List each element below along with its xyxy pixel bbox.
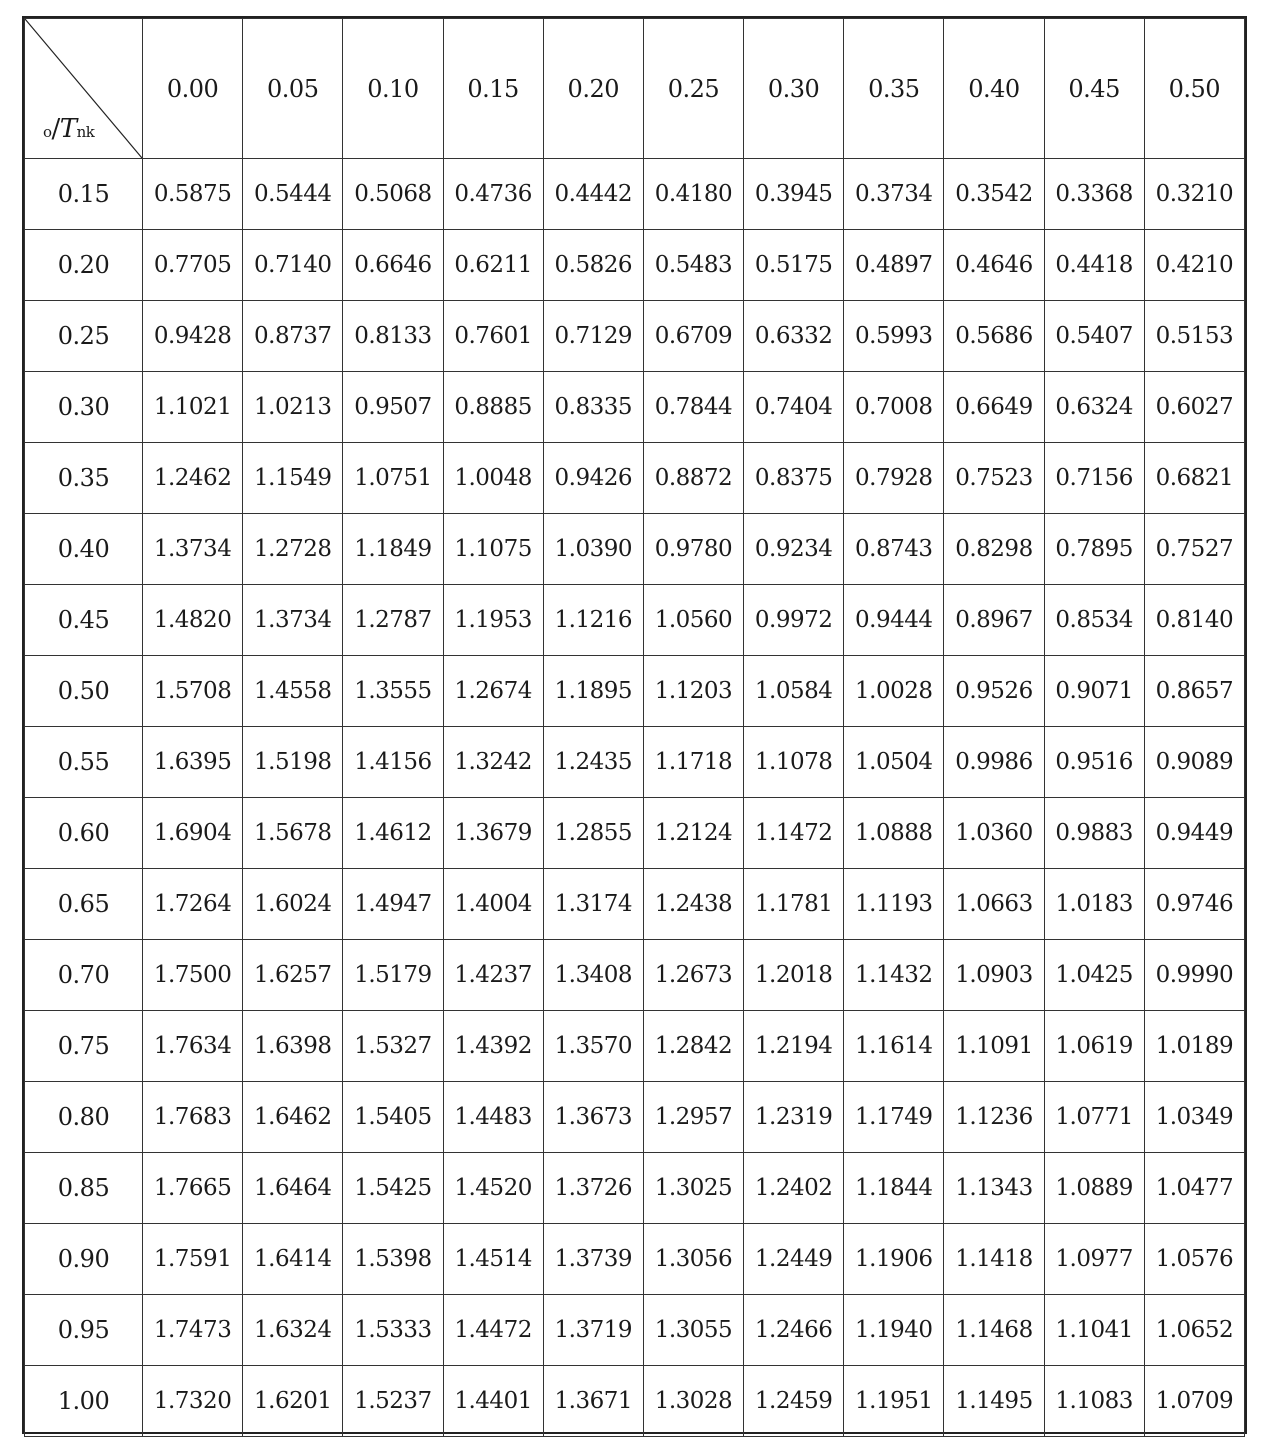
table-cell: 1.2438	[643, 869, 743, 940]
table-cell: 1.2466	[744, 1295, 844, 1366]
row-header: 0.70	[25, 940, 143, 1011]
table-row	[25, 514, 1245, 585]
table-cell: 1.2855	[543, 798, 643, 869]
column-header: 0.50	[1144, 19, 1244, 159]
table-row	[25, 585, 1245, 656]
table-cell: 1.2018	[744, 940, 844, 1011]
table-cell: 1.1075	[443, 514, 543, 585]
table-row	[25, 1295, 1245, 1366]
table-cell: 1.0048	[443, 443, 543, 514]
table-cell: 1.2674	[443, 656, 543, 727]
table-cell: 1.1083	[1044, 1366, 1144, 1437]
row-header: 0.80	[25, 1082, 143, 1153]
table-cell: 1.1495	[944, 1366, 1044, 1437]
table-cell: 1.1749	[844, 1082, 944, 1153]
table-cell: 1.0189	[1144, 1011, 1244, 1082]
table-row	[25, 656, 1245, 727]
table-cell: 1.0213	[243, 372, 343, 443]
table-cell: 1.5198	[243, 727, 343, 798]
table-cell: 1.1021	[143, 372, 243, 443]
table-cell: 1.5678	[243, 798, 343, 869]
table-cell: 1.0652	[1144, 1295, 1244, 1366]
table-cell: 1.5398	[343, 1224, 443, 1295]
table-cell: 0.7895	[1044, 514, 1144, 585]
table-cell: 1.6024	[243, 869, 343, 940]
table-row	[25, 727, 1245, 798]
row-header: 0.65	[25, 869, 143, 940]
table-cell: 0.6027	[1144, 372, 1244, 443]
table-row	[25, 443, 1245, 514]
table-cell: 0.6646	[343, 230, 443, 301]
table-cell: 0.7008	[844, 372, 944, 443]
table-cell: 1.1906	[844, 1224, 944, 1295]
table-cell: 0.6709	[643, 301, 743, 372]
table-cell: 1.3570	[543, 1011, 643, 1082]
table-cell: 1.0709	[1144, 1366, 1244, 1437]
table-cell: 1.7473	[143, 1295, 243, 1366]
table-cell: 1.0903	[944, 940, 1044, 1011]
table-cell: 1.5405	[343, 1082, 443, 1153]
table-cell: 1.6462	[243, 1082, 343, 1153]
table-cell: 0.8133	[343, 301, 443, 372]
table-cell: 1.1343	[944, 1153, 1044, 1224]
table-cell: 1.0888	[844, 798, 944, 869]
coefficient-table	[24, 18, 1245, 1437]
table-cell: 1.3673	[543, 1082, 643, 1153]
row-header: 0.60	[25, 798, 143, 869]
table-cell: 0.4418	[1044, 230, 1144, 301]
table-cell: 0.7129	[543, 301, 643, 372]
table-cell: 0.6649	[944, 372, 1044, 443]
table-cell: 1.2449	[744, 1224, 844, 1295]
table-cell: 0.5407	[1044, 301, 1144, 372]
table-row	[25, 230, 1245, 301]
column-header: 0.25	[643, 19, 743, 159]
table-cell: 0.6211	[443, 230, 543, 301]
table-cell: 0.5826	[543, 230, 643, 301]
table-cell: 1.6904	[143, 798, 243, 869]
table-cell: 1.3679	[443, 798, 543, 869]
table-cell: 1.1468	[944, 1295, 1044, 1366]
row-header: 1.00	[25, 1366, 143, 1437]
table-cell: 0.8335	[543, 372, 643, 443]
table-cell: 1.2194	[744, 1011, 844, 1082]
table-cell: 1.6324	[243, 1295, 343, 1366]
table-cell: 1.2462	[143, 443, 243, 514]
table-cell: 1.5179	[343, 940, 443, 1011]
row-header: 0.85	[25, 1153, 143, 1224]
table-cell: 0.5444	[243, 159, 343, 230]
table-cell: 1.0028	[844, 656, 944, 727]
table-cell: 1.2728	[243, 514, 343, 585]
table-cell: 0.3542	[944, 159, 1044, 230]
table-cell: 0.3734	[844, 159, 944, 230]
table-cell: 0.5483	[643, 230, 743, 301]
row-header: 0.90	[25, 1224, 143, 1295]
column-header: 0.10	[343, 19, 443, 159]
row-header: 0.30	[25, 372, 143, 443]
table-cell: 0.8534	[1044, 585, 1144, 656]
column-header: 0.00	[143, 19, 243, 159]
column-header: 0.45	[1044, 19, 1144, 159]
corner-variable: T	[59, 114, 77, 144]
table-cell: 1.1236	[944, 1082, 1044, 1153]
table-cell: 1.2402	[744, 1153, 844, 1224]
table-cell: 1.7320	[143, 1366, 243, 1437]
table-cell: 1.3055	[643, 1295, 743, 1366]
table-cell: 0.5068	[343, 159, 443, 230]
table-cell: 0.9426	[543, 443, 643, 514]
row-header: 0.35	[25, 443, 143, 514]
table-cell: 1.6257	[243, 940, 343, 1011]
table-cell: 0.8375	[744, 443, 844, 514]
table-cell: 0.9089	[1144, 727, 1244, 798]
table-cell: 1.1041	[1044, 1295, 1144, 1366]
table-cell: 0.7523	[944, 443, 1044, 514]
row-header: 0.25	[25, 301, 143, 372]
table-cell: 1.1953	[443, 585, 543, 656]
table-cell: 1.3056	[643, 1224, 743, 1295]
table-cell: 1.1193	[844, 869, 944, 940]
table-cell: 1.0477	[1144, 1153, 1244, 1224]
table-cell: 1.2435	[543, 727, 643, 798]
table-cell: 1.0977	[1044, 1224, 1144, 1295]
table-cell: 0.9449	[1144, 798, 1244, 869]
table-cell: 1.0560	[643, 585, 743, 656]
table-cell: 1.0584	[744, 656, 844, 727]
table-cell: 1.7591	[143, 1224, 243, 1295]
table-cell: 1.3739	[543, 1224, 643, 1295]
table-cell: 1.1216	[543, 585, 643, 656]
table-cell: 1.0504	[844, 727, 944, 798]
table-cell: 1.0576	[1144, 1224, 1244, 1295]
row-header: 0.50	[25, 656, 143, 727]
table-cell: 0.8737	[243, 301, 343, 372]
table-cell: 1.1781	[744, 869, 844, 940]
table-cell: 1.1091	[944, 1011, 1044, 1082]
table-cell: 0.9507	[343, 372, 443, 443]
table-cell: 1.0183	[1044, 869, 1144, 940]
column-header: 0.20	[543, 19, 643, 159]
table-cell: 0.7601	[443, 301, 543, 372]
table-cell: 1.5237	[343, 1366, 443, 1437]
table-cell: 0.5686	[944, 301, 1044, 372]
row-header: 0.95	[25, 1295, 143, 1366]
table-cell: 1.6414	[243, 1224, 343, 1295]
table-row	[25, 798, 1245, 869]
table-cell: 1.1940	[844, 1295, 944, 1366]
table-cell: 1.5327	[343, 1011, 443, 1082]
table-cell: 1.1844	[844, 1153, 944, 1224]
table-cell: 1.0889	[1044, 1153, 1144, 1224]
table-cell: 1.2957	[643, 1082, 743, 1153]
table-cell: 1.2319	[744, 1082, 844, 1153]
row-header: 0.20	[25, 230, 143, 301]
table-cell: 0.8657	[1144, 656, 1244, 727]
table-cell: 1.0425	[1044, 940, 1144, 1011]
row-header: 0.15	[25, 159, 143, 230]
table-cell: 0.4646	[944, 230, 1044, 301]
table-cell: 0.3945	[744, 159, 844, 230]
table-cell: 1.5708	[143, 656, 243, 727]
table-cell: 0.3210	[1144, 159, 1244, 230]
table-cell: 1.5425	[343, 1153, 443, 1224]
table-cell: 1.4612	[343, 798, 443, 869]
table-cell: 1.1078	[744, 727, 844, 798]
table-row	[25, 1224, 1245, 1295]
table-cell: 0.7928	[844, 443, 944, 514]
table-cell: 1.3025	[643, 1153, 743, 1224]
column-header: 0.30	[744, 19, 844, 159]
table-cell: 1.3734	[243, 585, 343, 656]
table-cell: 0.8872	[643, 443, 743, 514]
table-cell: 0.6332	[744, 301, 844, 372]
table-cell: 1.1203	[643, 656, 743, 727]
column-header: 0.05	[243, 19, 343, 159]
table-cell: 1.6395	[143, 727, 243, 798]
table-cell: 1.3174	[543, 869, 643, 940]
table-cell: 0.9516	[1044, 727, 1144, 798]
table-row	[25, 159, 1245, 230]
table-cell: 1.1418	[944, 1224, 1044, 1295]
table-cell: 1.3734	[143, 514, 243, 585]
table-cell: 0.7404	[744, 372, 844, 443]
table-cell: 0.9972	[744, 585, 844, 656]
table-cell: 0.9746	[1144, 869, 1244, 940]
corner-prefix-sub: o	[43, 123, 52, 141]
table-cell: 1.7500	[143, 940, 243, 1011]
table-cell: 1.2842	[643, 1011, 743, 1082]
table-cell: 1.1718	[643, 727, 743, 798]
table-cell: 0.6821	[1144, 443, 1244, 514]
table-cell: 1.3671	[543, 1366, 643, 1437]
column-header: 0.15	[443, 19, 543, 159]
table-cell: 0.9444	[844, 585, 944, 656]
table-row	[25, 940, 1245, 1011]
table-cell: 1.1472	[744, 798, 844, 869]
table-cell: 0.4180	[643, 159, 743, 230]
table-cell: 1.6398	[243, 1011, 343, 1082]
row-header: 0.40	[25, 514, 143, 585]
table-cell: 1.0619	[1044, 1011, 1144, 1082]
table-cell: 0.7140	[243, 230, 343, 301]
table-cell: 0.9071	[1044, 656, 1144, 727]
table-cell: 1.4520	[443, 1153, 543, 1224]
row-header: 0.75	[25, 1011, 143, 1082]
table-cell: 1.3028	[643, 1366, 743, 1437]
table-cell: 0.7844	[643, 372, 743, 443]
table-cell: 0.9986	[944, 727, 1044, 798]
table-cell: 1.1849	[343, 514, 443, 585]
table-cell: 1.2124	[643, 798, 743, 869]
corner-label	[43, 114, 94, 144]
table-cell: 1.4156	[343, 727, 443, 798]
table-cell: 0.4736	[443, 159, 543, 230]
table-cell: 1.7683	[143, 1082, 243, 1153]
table-cell: 1.0349	[1144, 1082, 1244, 1153]
table-cell: 0.9234	[744, 514, 844, 585]
table-cell: 1.4514	[443, 1224, 543, 1295]
table-cell: 0.9428	[143, 301, 243, 372]
table-row	[25, 1366, 1245, 1437]
table-cell: 0.3368	[1044, 159, 1144, 230]
table-cell: 0.7156	[1044, 443, 1144, 514]
table-cell: 0.9780	[643, 514, 743, 585]
table-cell: 0.8743	[844, 514, 944, 585]
table-cell: 0.5153	[1144, 301, 1244, 372]
column-header: 0.40	[944, 19, 1044, 159]
table-cell: 1.4004	[443, 869, 543, 940]
table-cell: 1.6464	[243, 1153, 343, 1224]
table-row	[25, 1153, 1245, 1224]
table-cell: 1.2459	[744, 1366, 844, 1437]
table-cell: 1.3719	[543, 1295, 643, 1366]
table-row	[25, 1011, 1245, 1082]
table-cell: 0.5875	[143, 159, 243, 230]
table-cell: 1.4401	[443, 1366, 543, 1437]
table-cell: 0.5175	[744, 230, 844, 301]
table-cell: 0.8140	[1144, 585, 1244, 656]
table-cell: 1.3242	[443, 727, 543, 798]
table-cell: 0.9883	[1044, 798, 1144, 869]
table-cell: 1.4237	[443, 940, 543, 1011]
table-row	[25, 372, 1245, 443]
table-cell: 1.0751	[343, 443, 443, 514]
table-cell: 1.6201	[243, 1366, 343, 1437]
table-cell: 1.3555	[343, 656, 443, 727]
table-cell: 1.1895	[543, 656, 643, 727]
table-cell: 1.2787	[343, 585, 443, 656]
table-cell: 1.1614	[844, 1011, 944, 1082]
table-cell: 1.7665	[143, 1153, 243, 1224]
table-cell: 1.1432	[844, 940, 944, 1011]
table-row	[25, 1082, 1245, 1153]
table-cell: 1.4392	[443, 1011, 543, 1082]
table-cell: 1.4820	[143, 585, 243, 656]
table-cell: 1.0771	[1044, 1082, 1144, 1153]
table-cell: 0.4442	[543, 159, 643, 230]
table-cell: 0.7705	[143, 230, 243, 301]
table-cell: 1.4947	[343, 869, 443, 940]
row-header: 0.55	[25, 727, 143, 798]
table-cell: 1.4483	[443, 1082, 543, 1153]
table-cell: 0.4210	[1144, 230, 1244, 301]
table-row	[25, 301, 1245, 372]
table-cell: 0.8298	[944, 514, 1044, 585]
table-cell: 1.3408	[543, 940, 643, 1011]
table-cell: 1.5333	[343, 1295, 443, 1366]
table-cell: 1.1549	[243, 443, 343, 514]
table-cell: 0.5993	[844, 301, 944, 372]
table-cell: 1.1951	[844, 1366, 944, 1437]
table-cell: 0.8967	[944, 585, 1044, 656]
table-cell: 0.8885	[443, 372, 543, 443]
table-body	[25, 159, 1245, 1437]
table-row	[25, 869, 1245, 940]
table-cell: 1.0390	[543, 514, 643, 585]
header-row	[25, 19, 1245, 159]
table-cell: 1.2673	[643, 940, 743, 1011]
corner-variable-sub: nk	[76, 123, 95, 141]
coefficient-table-container	[22, 16, 1247, 1434]
table-cell: 0.4897	[844, 230, 944, 301]
table-cell: 1.7634	[143, 1011, 243, 1082]
table-cell: 0.6324	[1044, 372, 1144, 443]
row-header: 0.45	[25, 585, 143, 656]
table-cell: 0.7527	[1144, 514, 1244, 585]
table-cell: 1.7264	[143, 869, 243, 940]
column-header: 0.35	[844, 19, 944, 159]
table-cell: 1.0663	[944, 869, 1044, 940]
table-cell: 1.4472	[443, 1295, 543, 1366]
table-cell: 0.9990	[1144, 940, 1244, 1011]
table-cell: 0.9526	[944, 656, 1044, 727]
table-cell: 1.0360	[944, 798, 1044, 869]
table-cell: 1.4558	[243, 656, 343, 727]
corner-header-cell	[25, 19, 143, 159]
table-cell: 1.3726	[543, 1153, 643, 1224]
corner-slash: /	[51, 114, 60, 144]
